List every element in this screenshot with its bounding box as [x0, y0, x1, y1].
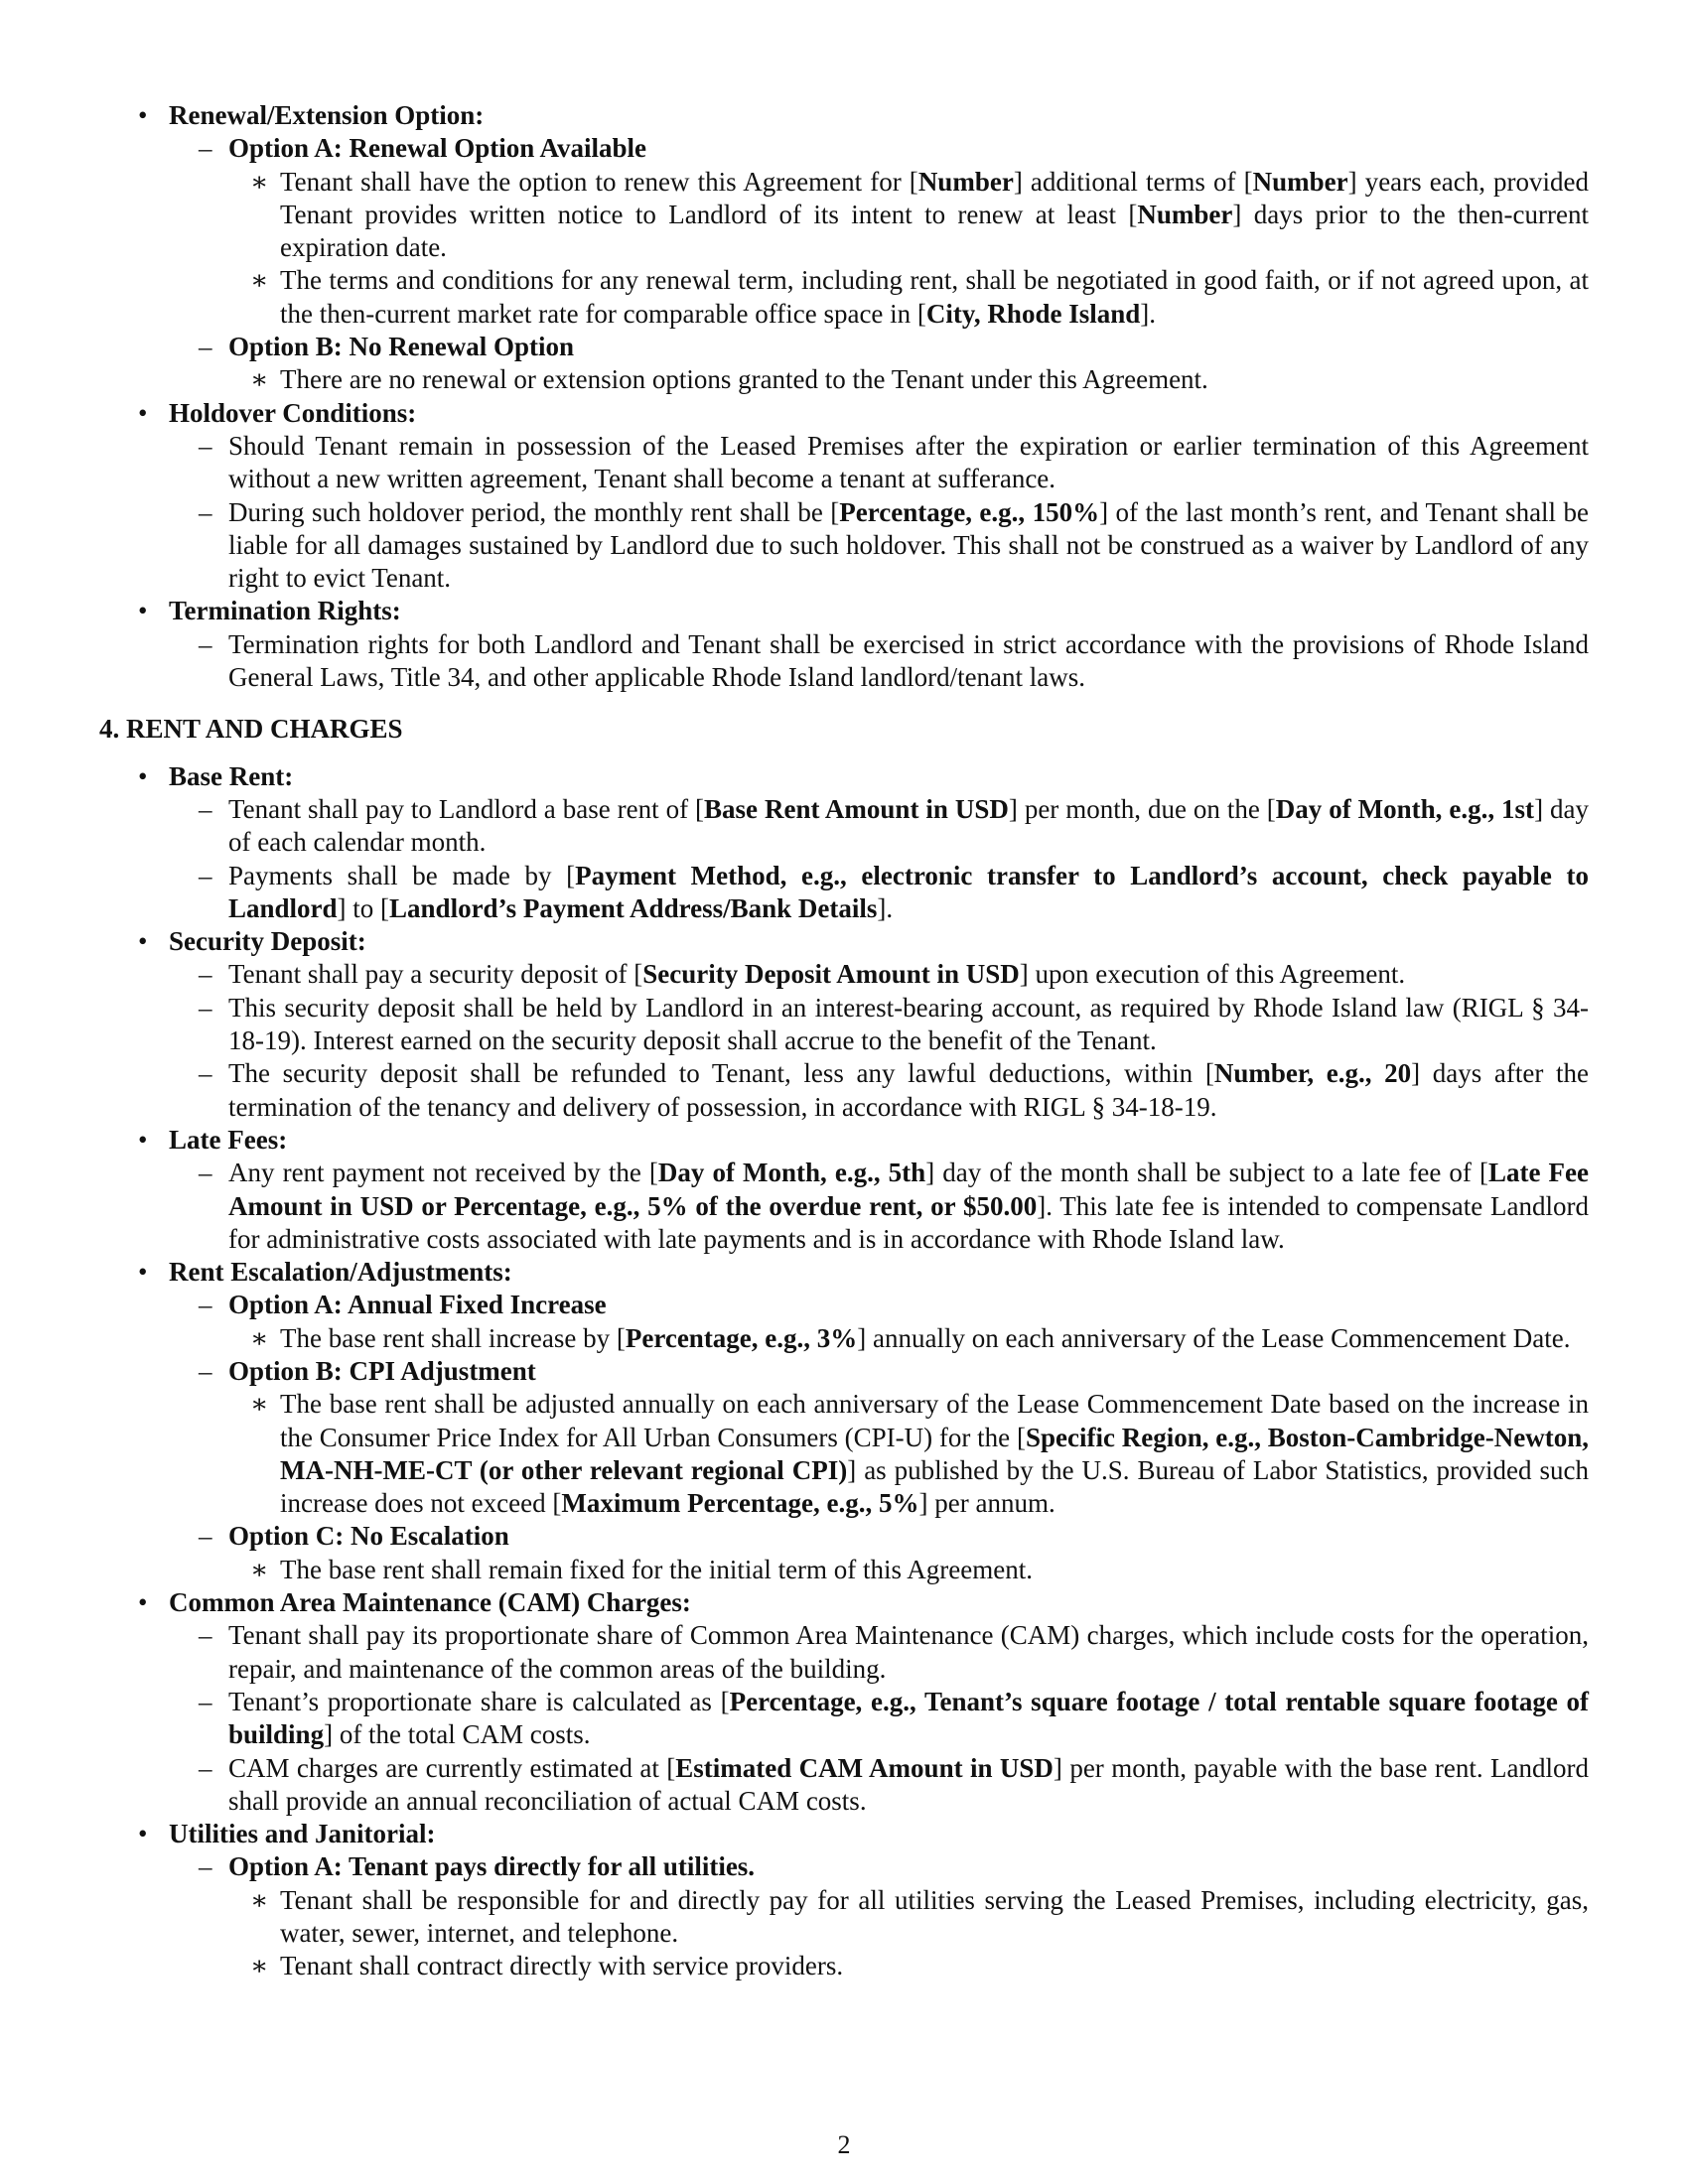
- clause-heading: Holdover Conditions:: [169, 397, 417, 428]
- clause-item: – During such holdover period, the monthly rent shall be [Percentage, e.g., 150%] of the last month’s rent, and Tenant shall be liable for all damages sustained by Landlord due to such holdover. This shall not be construed as a waiver by Landlord of any right to evict Tenant.: [199, 496, 1589, 594]
- section-heading: 4. RENT AND CHARGES: [99, 714, 403, 745]
- dash-marker: –: [199, 1686, 212, 1716]
- dash-marker: –: [199, 1521, 212, 1552]
- clause-termination: [99, 595, 1589, 627]
- option-item: ∗ The terms and conditions for any renewal term, including rent, shall be negotiated in good faith, or if not agreed upon, at the then-current market rate for comparable office space in [City, Rhode Island].: [250, 265, 1589, 329]
- dash-marker: –: [199, 1752, 212, 1783]
- clause-item: – Any rent payment not received by the [Day of Month, e.g., 5th] day of the month shall be subject to a late fee of [Late Fee Amount in USD or Percentage, e.g., 5% of the overdue rent, or $50.00]. This late fee is intended to compensate Landlord for administrative costs associated with late payments and is in accordance with Rhode Island law.: [199, 1158, 1590, 1254]
- clause-holdover: [99, 397, 1589, 430]
- dash-marker: –: [199, 496, 212, 527]
- dash-marker: –: [199, 1058, 212, 1089]
- dash-marker: –: [199, 992, 212, 1023]
- clause-item: – Termination rights for both Landlord and Tenant shall be exercised in strict accordance with the provisions of Rhode Island General Laws, Title 34, and other applicable Rhode Island landlord/tenant laws.: [199, 628, 1589, 693]
- clause-item: – Tenant shall pay its proportionate share of Common Area Maintenance (CAM) charges, which include costs for the operation, repair, and maintenance of the common areas of the building.: [199, 1620, 1589, 1684]
- clause-late-fees: [99, 1124, 1589, 1157]
- placeholder-field: Number, e.g., 20: [1213, 1058, 1412, 1089]
- clause-rent-escalation: [99, 1256, 1589, 1289]
- placeholder-field: Percentage, e.g., 3%: [625, 1322, 858, 1353]
- option-item: ∗ Tenant shall have the option to renew this Agreement for [Number] additional terms of [Number] years each, provided Tenant provides written notice to Landlord of its intent to renew at least [Number] days prior to the then-current expiration date.: [250, 166, 1590, 263]
- option-title: Option B: No Renewal Option: [228, 332, 575, 362]
- option-item: ∗ There are no renewal or extension options granted to the Tenant under this Agreement.: [99, 363, 1589, 396]
- clause-heading: Base Rent:: [169, 760, 294, 791]
- star-marker: ∗: [250, 1554, 269, 1584]
- option-heading: [99, 1289, 1589, 1321]
- bullet-marker: •: [138, 1819, 148, 1849]
- page-number: 2: [837, 2130, 851, 2159]
- placeholder-field: Base Rent Amount in USD: [704, 793, 1009, 824]
- placeholder-field: Estimated CAM Amount in USD: [675, 1752, 1054, 1783]
- bullet-marker: •: [138, 1257, 148, 1288]
- placeholder-field: Landlord’s Payment Address/Bank Details: [389, 892, 878, 923]
- placeholder-field: Security Deposit Amount in USD: [642, 959, 1020, 990]
- placeholder-field: Day of Month, e.g., 1st: [1275, 793, 1535, 824]
- dash-marker: –: [199, 1290, 212, 1320]
- clause-utilities: [99, 1818, 1589, 1850]
- clause-item: – Should Tenant remain in possession of the Leased Premises after the expiration or earlier termination of this Agreement without a new written agreement, Tenant shall become a tenant at sufferance.: [199, 430, 1589, 494]
- bullet-marker: •: [138, 100, 148, 130]
- option-heading: [99, 1520, 1589, 1553]
- clause-item: – This security deposit shall be held by Landlord in an interest-bearing account, as required by Rhode Island law (RIGL § 34-18-19). Interest earned on the security deposit shall accrue to the benefit of the Tenant.: [199, 992, 1589, 1056]
- placeholder-field: Percentage, e.g., Tenant’s square footage / total rentable square footage of building: [228, 1686, 1590, 1750]
- dash-marker: –: [199, 1851, 212, 1882]
- option-heading: [99, 331, 1589, 363]
- bullet-marker: •: [138, 397, 148, 428]
- placeholder-field: Specific Region, e.g., Boston-Cambridge-Newton, MA-NH-ME-CT (or other relevant regional CPI): [280, 1422, 1589, 1485]
- option-item: ∗ The base rent shall be adjusted annually on each anniversary of the Lease Commencement Date based on the increase in the Consumer Price Index for All Urban Consumers (CPI-U) for the [Specific Region, e.g., Boston-Cambridge-Newton, MA-NH-ME-CT (or other relevant regional CPI)] as published by the U.S. Bureau of Labor Statistics, provided such increase does not exceed [Maximum Percentage, e.g., 5%] per annum.: [250, 1389, 1589, 1519]
- dash-marker: –: [199, 1355, 212, 1386]
- placeholder-field: Number: [1137, 199, 1233, 229]
- bullet-marker: •: [138, 1124, 148, 1155]
- option-title: Option A: Tenant pays directly for all utilities.: [228, 1851, 756, 1882]
- clause-heading: Late Fees:: [169, 1124, 288, 1155]
- star-marker: ∗: [250, 1951, 269, 1981]
- clause-heading: Rent Escalation/Adjustments:: [169, 1257, 512, 1288]
- bullet-marker: •: [138, 596, 148, 626]
- clause-item: – Tenant shall pay a security deposit of [Security Deposit Amount in USD] upon execution of this Agreement.: [99, 958, 1589, 991]
- option-title: Option C: No Escalation: [228, 1521, 509, 1552]
- clause-heading: Security Deposit:: [169, 926, 366, 957]
- option-title: Option B: CPI Adjustment: [228, 1355, 536, 1386]
- placeholder-field: City, Rhode Island: [925, 298, 1141, 329]
- clause-renewal: [99, 99, 1589, 132]
- dash-marker: –: [199, 332, 212, 362]
- bullet-marker: •: [138, 760, 148, 791]
- document-body: [99, 99, 1589, 1983]
- clause-list-section4: [99, 760, 1589, 1983]
- dash-marker: –: [199, 860, 212, 890]
- dash-marker: –: [199, 133, 212, 164]
- clause-heading: Termination Rights:: [169, 596, 401, 626]
- placeholder-field: Number: [1252, 166, 1348, 197]
- placeholder-field: Day of Month, e.g., 5th: [657, 1158, 926, 1188]
- placeholder-field: Late Fee Amount in USD or Percentage, e.g., 5% of the overdue rent, or $50.00: [228, 1158, 1590, 1221]
- dash-marker: –: [199, 959, 212, 990]
- placeholder-field: Number: [917, 166, 1014, 197]
- option-title: Option A: Renewal Option Available: [228, 133, 647, 164]
- clause-item: – Tenant’s proportionate share is calculated as [Percentage, e.g., Tenant’s square footage / total rentable square footage of building] of the total CAM costs.: [199, 1686, 1590, 1750]
- clause-heading: Renewal/Extension Option:: [169, 100, 485, 130]
- clause-security-deposit: [99, 925, 1589, 958]
- star-marker: ∗: [250, 1884, 269, 1915]
- option-heading: [99, 132, 1589, 165]
- dash-marker: –: [199, 628, 212, 659]
- star-marker: ∗: [250, 1389, 269, 1420]
- placeholder-field: Payment Method, e.g., electronic transfer to Landlord’s account, check payable to Landlord: [228, 860, 1589, 923]
- option-heading: [99, 1850, 1589, 1883]
- clause-item: – The security deposit shall be refunded to Tenant, less any lawful deductions, within [Number, e.g., 20] days after the termination of the tenancy and delivery of possession, in accordance with RIGL § 34-18-19.: [199, 1058, 1589, 1122]
- clause-list-section3: [99, 99, 1589, 694]
- option-item: ∗ The base rent shall increase by [Percentage, e.g., 3%] annually on each anniversary of the Lease Commencement Date.: [99, 1322, 1589, 1355]
- star-marker: ∗: [250, 265, 269, 296]
- option-item: ∗ The base rent shall remain fixed for the initial term of this Agreement.: [99, 1554, 1589, 1586]
- placeholder-field: Percentage, e.g., 150%: [839, 496, 1100, 527]
- option-heading: [99, 1355, 1589, 1388]
- bullet-marker: •: [138, 926, 148, 957]
- dash-marker: –: [199, 793, 212, 824]
- option-item: ∗ Tenant shall contract directly with service providers.: [99, 1950, 1589, 1982]
- clause-item: – Tenant shall pay to Landlord a base rent of [Base Rent Amount in USD] per month, due on the [Day of Month, e.g., 1st] day of each calendar month.: [199, 793, 1589, 858]
- clause-base-rent: [99, 760, 1589, 793]
- dash-marker: –: [199, 430, 212, 461]
- dash-marker: –: [199, 1620, 212, 1651]
- option-item: ∗ Tenant shall be responsible for and directly pay for all utilities serving the Leased Premises, including electricity, gas, water, sewer, internet, and telephone.: [250, 1884, 1589, 1949]
- star-marker: ∗: [250, 364, 269, 395]
- placeholder-field: Maximum Percentage, e.g., 5%: [561, 1488, 919, 1519]
- dash-marker: –: [199, 1158, 212, 1188]
- clause-item: – Payments shall be made by [Payment Method, e.g., electronic transfer to Landlord’s account, check payable to Landlord] to [Landlord’s Payment Address/Bank Details].: [199, 860, 1589, 923]
- clause-heading: Common Area Maintenance (CAM) Charges:: [169, 1587, 691, 1618]
- star-marker: ∗: [250, 1322, 269, 1353]
- clause-item: – CAM charges are currently estimated at [Estimated CAM Amount in USD] per month, payable with the base rent. Landlord shall provide an annual reconciliation of actual CAM costs.: [199, 1752, 1589, 1816]
- clause-cam-charges: [99, 1586, 1589, 1619]
- bullet-marker: •: [138, 1587, 148, 1618]
- clause-heading: Utilities and Janitorial:: [169, 1819, 436, 1849]
- option-title: Option A: Annual Fixed Increase: [228, 1290, 607, 1320]
- star-marker: ∗: [250, 166, 269, 197]
